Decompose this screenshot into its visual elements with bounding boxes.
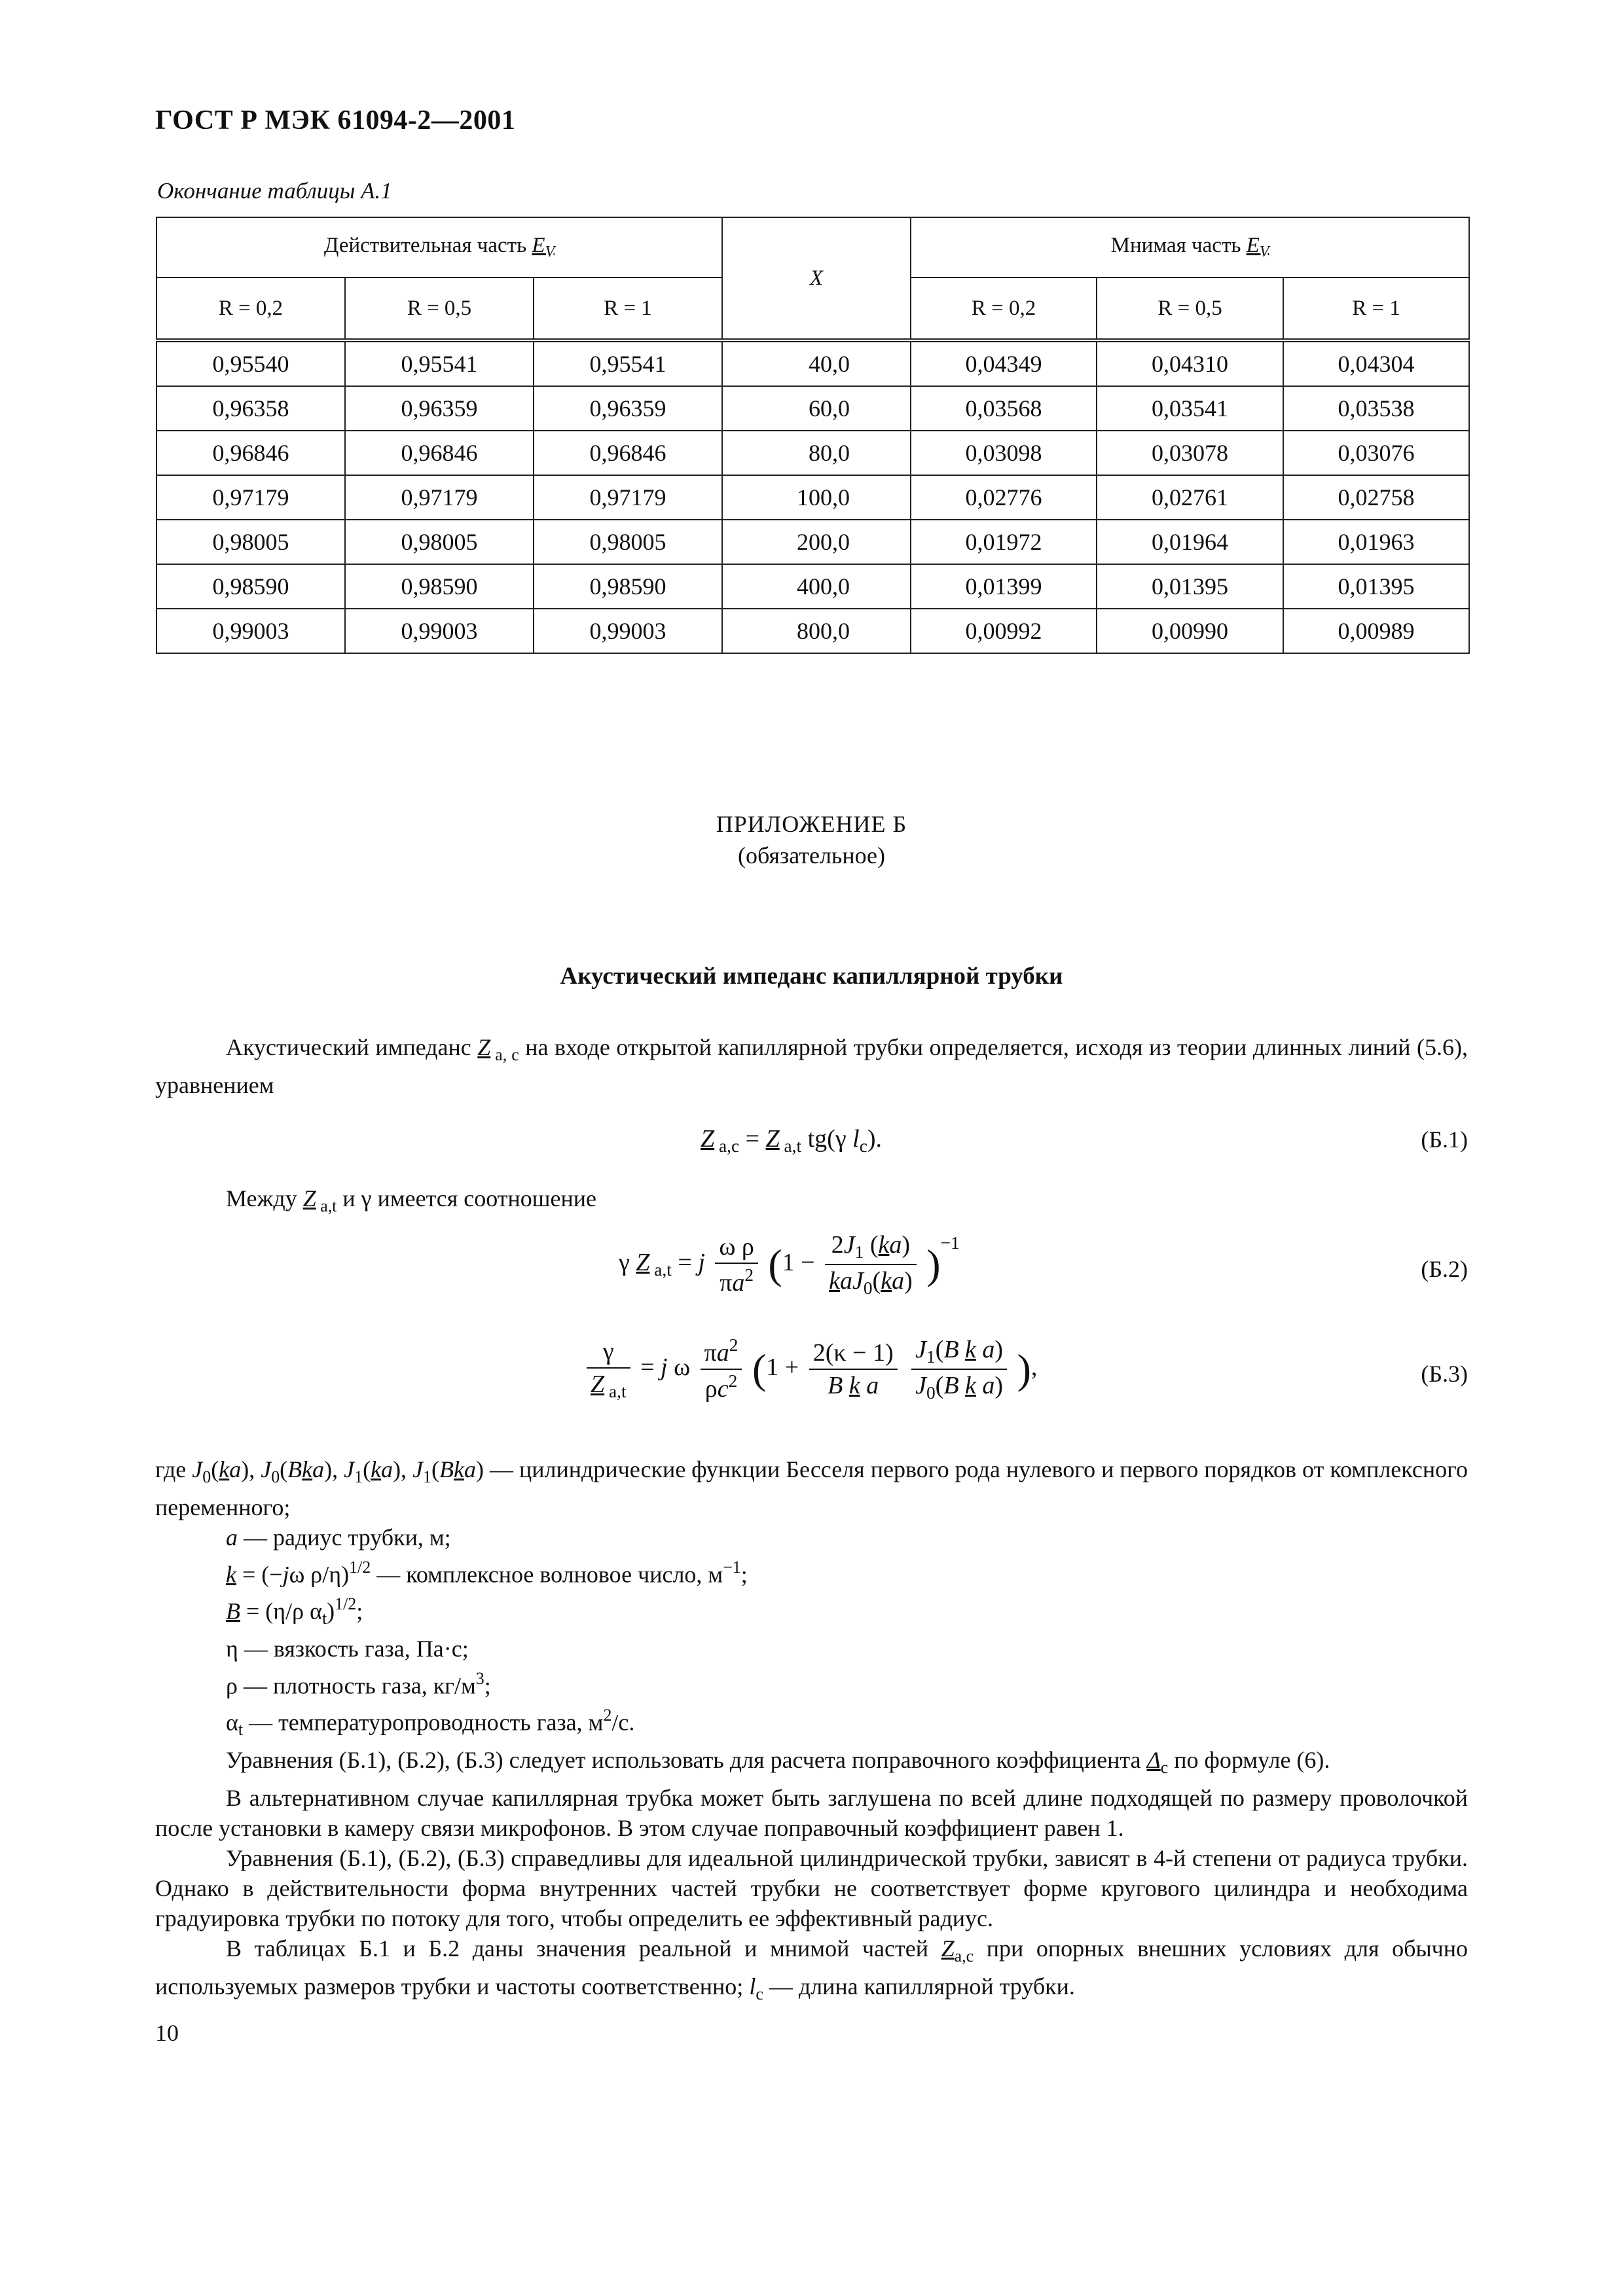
relation-paragraph: Между Z $_{a,t}$ и γ имеется соотношение: [226, 1185, 596, 1215]
header-r-real-1: R = 0,5: [345, 278, 534, 340]
page-number: 10: [155, 2020, 179, 2046]
alt-paragraph: В альтернативном случае капиллярная трубка может быть заглушена по всей длине подходящей по размеру проволочкой после установки в камеру связи микрофонов. В этом случае поправочный коэффициент равен 1.: [155, 1785, 1468, 1842]
table-row: 0,95540 0,95541 0,95541 40,0 0,04349 0,04310 0,04304: [156, 340, 1469, 386]
equation-b2: γ Z $_{a,t}$ = j $\frac{\text{ω ρ}}{\pi a^2}$ (1 − $\frac{2J_1 (ka)}{kaJ_0(ka)}$ )$^{-1}$: [619, 1231, 960, 1299]
table-caption: Окончание таблицы А.1: [157, 178, 392, 204]
table-row: 0,99003 0,99003 0,99003 800,0 0,00992 0,00990 0,00989: [156, 609, 1469, 653]
equation-b3-number: (Б.3): [1421, 1361, 1468, 1387]
header-r-imag-0: R = 0,2: [911, 278, 1097, 340]
header-real-part: Действительная часть $E_V$: [156, 217, 722, 278]
equation-b1-number: (Б.1): [1421, 1126, 1468, 1153]
table-row: 0,97179 0,97179 0,97179 100,0 0,02776 0,02761 0,02758: [156, 475, 1469, 520]
equation-b3: $\frac{\gamma}{Z _{a,t}}$ = j ω $\frac{\pi a^2}{\rho c^2}$ (1 + $\frac{2(\kappa - 1)}{\text{B k a}}$ $\frac{J_1(B k a)}{J_0(B k a)}$ ),: [583, 1335, 1037, 1403]
header-r-real-2: R = 1: [534, 278, 722, 340]
appendix-title: ПРИЛОЖЕНИЕ Б: [716, 811, 907, 837]
intro-paragraph: Акустический импеданс Z $_{a, c}$ на входе открытой капиллярной трубки определяется, исходя из теории длинных линий (5.6), уравнением: [155, 1034, 1468, 1098]
table-row: 0,96358 0,96359 0,96359 60,0 0,03568 0,03541 0,03538: [156, 386, 1469, 431]
document-header: ГОСТ Р МЭК 61094-2—2001: [155, 105, 516, 135]
symbol-e-real: $E_V$: [532, 233, 555, 261]
table-a1-continued: [156, 217, 1470, 654]
equation-b2-number: (Б.2): [1421, 1256, 1468, 1282]
table-row: 0,96846 0,96846 0,96846 80,0 0,03098 0,03078 0,03076: [156, 431, 1469, 475]
table-row: 0,98590 0,98590 0,98590 400,0 0,01399 0,01395 0,01395: [156, 564, 1469, 609]
header-imag-part: Мнимая часть $E_V$: [911, 217, 1469, 278]
section-title: Акустический импеданс капиллярной трубки: [560, 963, 1063, 990]
definitions-block: где $J_0(ka)$, $J_0(Bka)$, $J_1(ka)$, $J_1(Bka)$ — цилиндрические функции Бесселя первого рода нулевого и первого порядков от комплексного переменного; a — радиус трубки, м; k = (−jω ρ/η)$^{1/2}$ — комплексное волновое число, $м^{-1}$; B = (η/ρ $\alpha_t)^{1/2}$; η — вязкость газа, Па·с; ρ — плотность газа, $кг/м^3$; $\alpha_t$ — температуропроводность газа, $м^2/с$. Уравнения (Б.1), (Б.2), (Б.3) следует использовать для расчета поправочного коэффициента $\Delta_c$ по формуле (6). В альтернативном случае капиллярная трубка может быть заглушена по всей длине подходящей по размеру проволочкой после установки в камеру связи микрофонов. В этом случае поправочный коэффициент равен 1. Уравнения (Б.1), (Б.2), (Б.3) справедливы для идеальной цилиндрической трубки, зависят в 4-й степени от радиуса трубки. Однако в действительности форма внутренних частей трубки не соответствует форме кругового цилиндра и необходима градуировка трубки по потоку для того, чтобы определить ее эффективный радиус. В таблицах Б.1 и Б.2 даны значения реальной и мнимой частей $Z_{a,c}$ при опорных внешних условиях для обычно используемых размеров трубки и частоты соответственно; $l_c$ — длина капиллярной трубки.: [155, 1456, 1468, 2003]
header-x: X: [722, 217, 911, 340]
header-r-imag-2: R = 1: [1283, 278, 1469, 340]
symbol-e-imag: $E_V$: [1246, 233, 1269, 261]
appendix-subtitle: (обязательное): [738, 842, 885, 869]
header-r-real-0: R = 0,2: [156, 278, 345, 340]
validity-paragraph: Уравнения (Б.1), (Б.2), (Б.3) справедливы для идеальной цилиндрической трубки, зависят в 4-й степени от радиуса трубки. Однако в действительности форма внутренних частей трубки не соответствует форме кругового цилиндра и необходима градуировка трубки по потоку для того, чтобы определить ее эффективный радиус.: [155, 1845, 1468, 1932]
equation-b1: Z $_{a,c}$ = Z $_{a,t}$ tg(γ $l_c$).: [701, 1125, 883, 1157]
table-row: 0,98005 0,98005 0,98005 200,0 0,01972 0,01964 0,01963: [156, 520, 1469, 564]
header-r-imag-1: R = 0,5: [1097, 278, 1283, 340]
